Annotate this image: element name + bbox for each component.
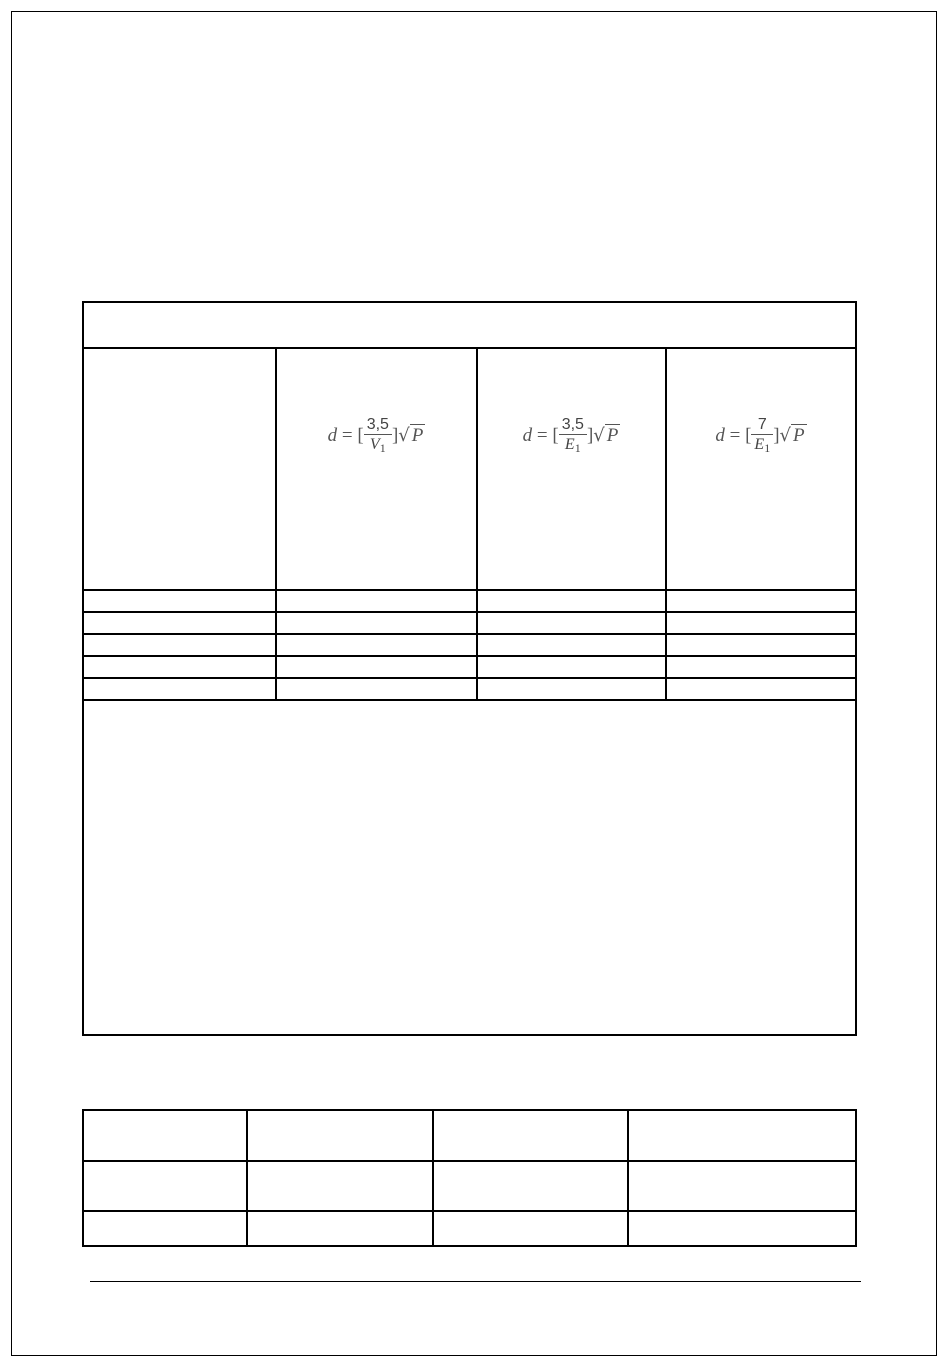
table-row: [83, 590, 856, 612]
table-notes-row: [83, 700, 856, 1035]
table-cell: [83, 1110, 247, 1161]
formula-cell-2: [477, 348, 666, 590]
table-cell: [666, 634, 856, 656]
formula-lhs: d: [327, 424, 338, 446]
table-cell: [433, 1110, 628, 1161]
sqrt-symbol: √: [593, 424, 605, 446]
table-cell: [666, 678, 856, 700]
formula-sqrt: [398, 425, 425, 447]
second-table: [82, 1109, 857, 1247]
table-cell: [433, 1211, 628, 1246]
formula-1: [277, 415, 476, 458]
formula-cell-1: [276, 348, 477, 590]
formula-row: [83, 348, 856, 590]
table-row: [83, 678, 856, 700]
table-cell: [247, 1161, 433, 1211]
table-cell: [83, 656, 276, 678]
table-cell: [83, 1161, 247, 1211]
formula-denominator-var: E: [564, 436, 575, 453]
formula-lhs: d: [715, 424, 725, 446]
formula-numerator: 7: [751, 415, 773, 435]
table-cell: [83, 612, 276, 634]
table-cell: [477, 656, 666, 678]
formula-cell-3: [666, 348, 856, 590]
formula-radicand: P: [411, 424, 424, 446]
table-title-row: [83, 302, 856, 348]
table-cell: [433, 1161, 628, 1211]
table-cell: [276, 590, 477, 612]
formula-equals: =: [341, 424, 353, 446]
table-cell: [477, 590, 666, 612]
formula-numerator: 3,5: [364, 415, 392, 435]
formula-radicand: P: [606, 424, 619, 446]
formula-denominator-sub: 1: [379, 441, 386, 455]
table-cell: [276, 612, 477, 634]
table-row: [83, 656, 856, 678]
footer-rule: [90, 1281, 861, 1282]
table-cell: [247, 1110, 433, 1161]
table-row: [83, 1161, 856, 1211]
table-cell: [247, 1211, 433, 1246]
table-cell: [83, 1211, 247, 1246]
formula-close-bracket: ]: [586, 424, 594, 446]
formula-lhs: d: [522, 424, 533, 446]
formula-denominator: [751, 435, 773, 458]
formula-close-bracket: ]: [773, 424, 780, 446]
table-cell: [628, 1110, 856, 1161]
formula-equals: =: [729, 424, 741, 446]
formula-fraction: [559, 415, 587, 458]
table-notes-cell: [83, 700, 856, 1035]
formula-denominator: [559, 435, 587, 458]
table-cell: [276, 634, 477, 656]
table-cell: [477, 678, 666, 700]
table-cell: [477, 634, 666, 656]
table-cell: [276, 656, 477, 678]
formula-denominator: [364, 435, 392, 458]
table-cell: [83, 634, 276, 656]
table-row: [83, 1211, 856, 1246]
formula-denominator-var: E: [754, 436, 765, 453]
formula-fraction: [364, 415, 392, 458]
table-cell: [628, 1211, 856, 1246]
formula-table: [82, 301, 857, 1036]
table-cell: [83, 678, 276, 700]
formula-sqrt: [593, 425, 620, 447]
table-cell: [666, 612, 856, 634]
formula-radicand: P: [793, 424, 805, 446]
formula-denominator-sub: 1: [764, 441, 771, 455]
formula-fraction: [751, 415, 773, 458]
formula-3: [667, 415, 855, 458]
formula-open-bracket: [: [552, 424, 559, 446]
table-cell: [628, 1161, 856, 1211]
sqrt-symbol: √: [779, 424, 792, 446]
formula-open-bracket: [: [357, 424, 364, 446]
table-cell: [477, 612, 666, 634]
formula-open-bracket: [: [745, 424, 752, 446]
table-cell: [666, 656, 856, 678]
table-row: [83, 612, 856, 634]
table-cell: [666, 590, 856, 612]
formula-numerator: 3,5: [559, 415, 587, 435]
sqrt-symbol: √: [398, 424, 410, 446]
formula-denominator-sub: 1: [574, 441, 581, 455]
table-cell: [276, 678, 477, 700]
table-title-cell: [83, 302, 856, 348]
formula-close-bracket: ]: [391, 424, 399, 446]
formula-2: [478, 415, 665, 458]
formula-equals: =: [536, 424, 548, 446]
formula-sqrt: [780, 425, 807, 447]
row-label-header-cell: [83, 348, 276, 590]
table-row: [83, 634, 856, 656]
formula-denominator-var: V: [369, 436, 380, 453]
table-row: [83, 1110, 856, 1161]
table-cell: [83, 590, 276, 612]
